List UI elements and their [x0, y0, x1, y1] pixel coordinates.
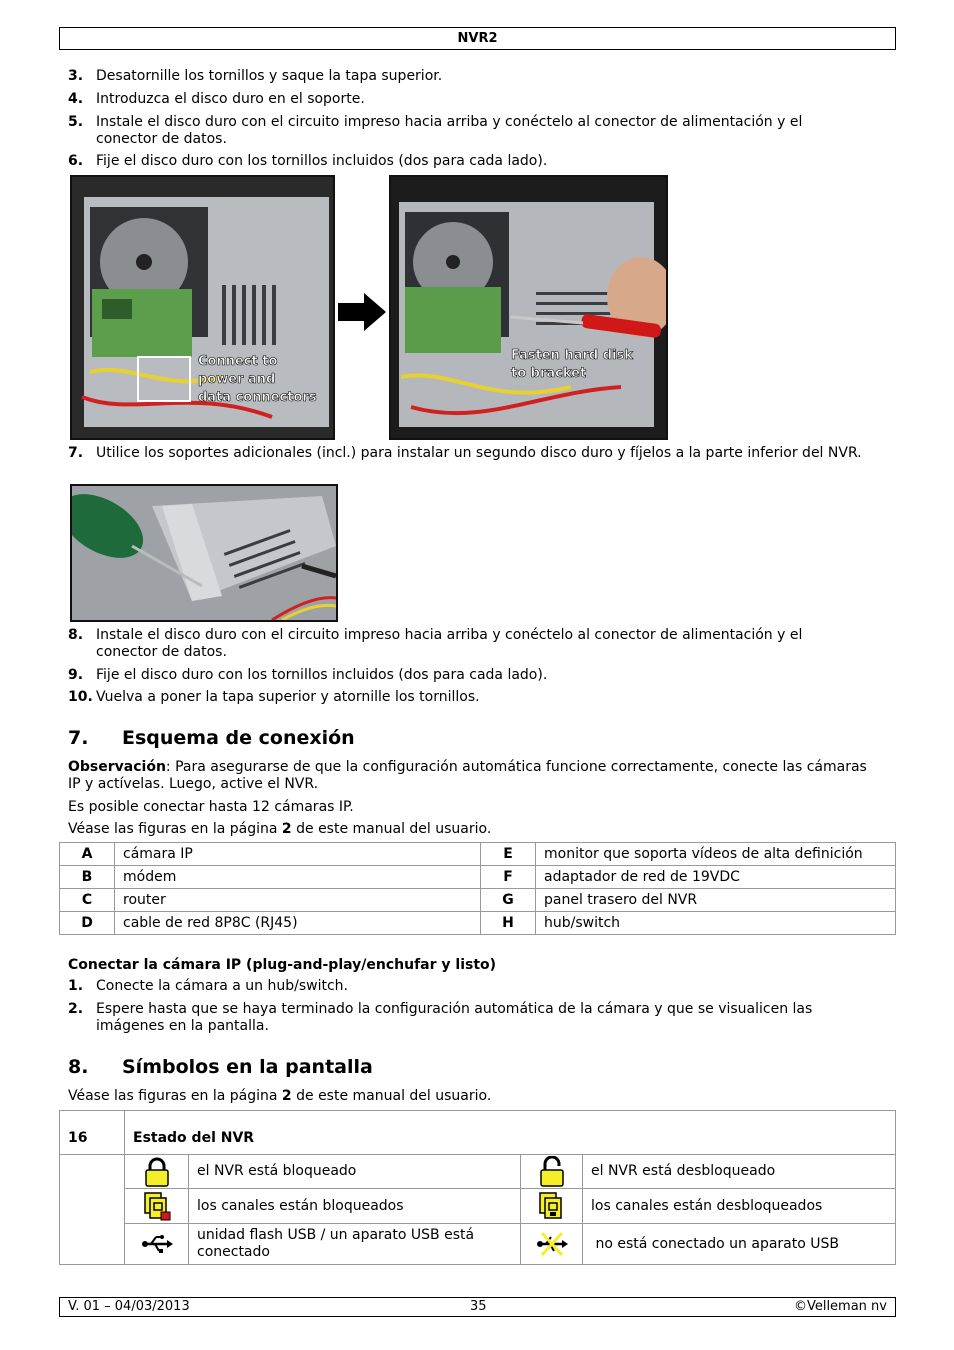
- usb-connected-icon: [141, 1233, 173, 1255]
- step-item: 3. Desatornille los tornillos y saque la tapa superior.: [68, 68, 443, 84]
- arrow-right-icon: [338, 293, 386, 331]
- photo-fasten-hdd: [389, 175, 668, 440]
- table-row: D cable de red 8P8C (RJ45) H hub/switch: [60, 912, 896, 935]
- photo-fasten-illustration: [391, 177, 666, 438]
- photo-bracket-illustration: [72, 486, 336, 620]
- paragraph: Véase las figuras en la página 2 de este manual del usuario.: [68, 821, 492, 837]
- photo-caption-line: data connectors: [198, 390, 317, 405]
- photo-connect-hdd: [70, 175, 335, 440]
- step-item: 1. Conecte la cámara a un hub/switch.: [68, 978, 348, 994]
- step-item: 2. Espere hasta que se haya terminado la configuración automática de la cámara y que se visualicen las imágenes en la pantalla.: [68, 1001, 813, 1034]
- step-item: 4. Introduzca el disco duro en el soporte.: [68, 91, 365, 107]
- symbols-table: [59, 1110, 896, 1265]
- paragraph: Es posible conectar hasta 12 cámaras IP.: [68, 799, 354, 815]
- footer-version: V. 01 – 04/03/2013: [68, 1299, 190, 1314]
- page-header: NVR2: [59, 27, 896, 50]
- step-item: 10. Vuelva a poner la tapa superior y atornille los tornillos.: [68, 689, 480, 705]
- photo-second-bracket: [70, 484, 338, 622]
- table-row: el NVR está bloqueado el NVR está desbloqueado: [60, 1155, 896, 1189]
- photo-caption-line: to bracket: [511, 366, 587, 381]
- paragraph: Véase las figuras en la página 2 de este manual del usuario.: [68, 1088, 492, 1104]
- table-row: B módem F adaptador de red de 19VDC: [60, 866, 896, 889]
- table-row: A cámara IP E monitor que soporta vídeos de alta definición: [60, 843, 896, 866]
- step-item: 7. Utilice los soportes adicionales (incl.) para instalar un segundo disco duro y fíjelos a la parte inferior del NVR.: [68, 445, 862, 461]
- table-row: 16 Estado del NVR: [60, 1111, 896, 1155]
- step-item: 5. Instale el disco duro con el circuito impreso hacia arriba y conéctelo al conector de alimentación y el conector de datos.: [68, 114, 803, 147]
- step-item: 6. Fije el disco duro con los tornillos incluidos (dos para cada lado).: [68, 153, 548, 169]
- channels-locked-icon: [141, 1190, 173, 1222]
- channels-unlocked-icon: [536, 1190, 568, 1222]
- page-footer: [59, 1297, 896, 1317]
- lock-closed-icon: [141, 1156, 173, 1188]
- table-row: unidad flash USB / un aparato USB está conectado no está conectado un aparato USB: [60, 1224, 896, 1265]
- photo-caption-line: power and: [198, 372, 276, 387]
- footer-page-number: 35: [470, 1299, 487, 1314]
- section-heading: 7. Esquema de conexión: [68, 727, 355, 749]
- footer-copyright: ©Velleman nv: [793, 1299, 887, 1314]
- legend-table: [59, 842, 896, 935]
- step-item: 8. Instale el disco duro con el circuito impreso hacia arriba y conéctelo al conector de alimentación y el conector de datos.: [68, 627, 803, 660]
- usb-disconnected-icon: [536, 1229, 568, 1259]
- photo-connect-illustration: [72, 177, 333, 438]
- photo-caption-line: Connect to: [198, 354, 278, 369]
- step-item: 9. Fije el disco duro con los tornillos incluidos (dos para cada lado).: [68, 667, 548, 683]
- table-row: C router G panel trasero del NVR: [60, 889, 896, 912]
- subheading: Conectar la cámara IP (plug-and-play/enchufar y listo): [68, 957, 497, 973]
- note-paragraph: Observación: Para asegurarse de que la configuración automática funcione correctamente, conecte las cámaras IP y actívelas. Luego, active el NVR.: [68, 759, 867, 792]
- table-row: los canales están bloqueados los canales están desbloqueados: [60, 1189, 896, 1224]
- photo-caption-line: Fasten hard disk: [511, 348, 633, 363]
- section-heading: 8. Símbolos en la pantalla: [68, 1056, 373, 1078]
- lock-open-icon: [536, 1156, 568, 1188]
